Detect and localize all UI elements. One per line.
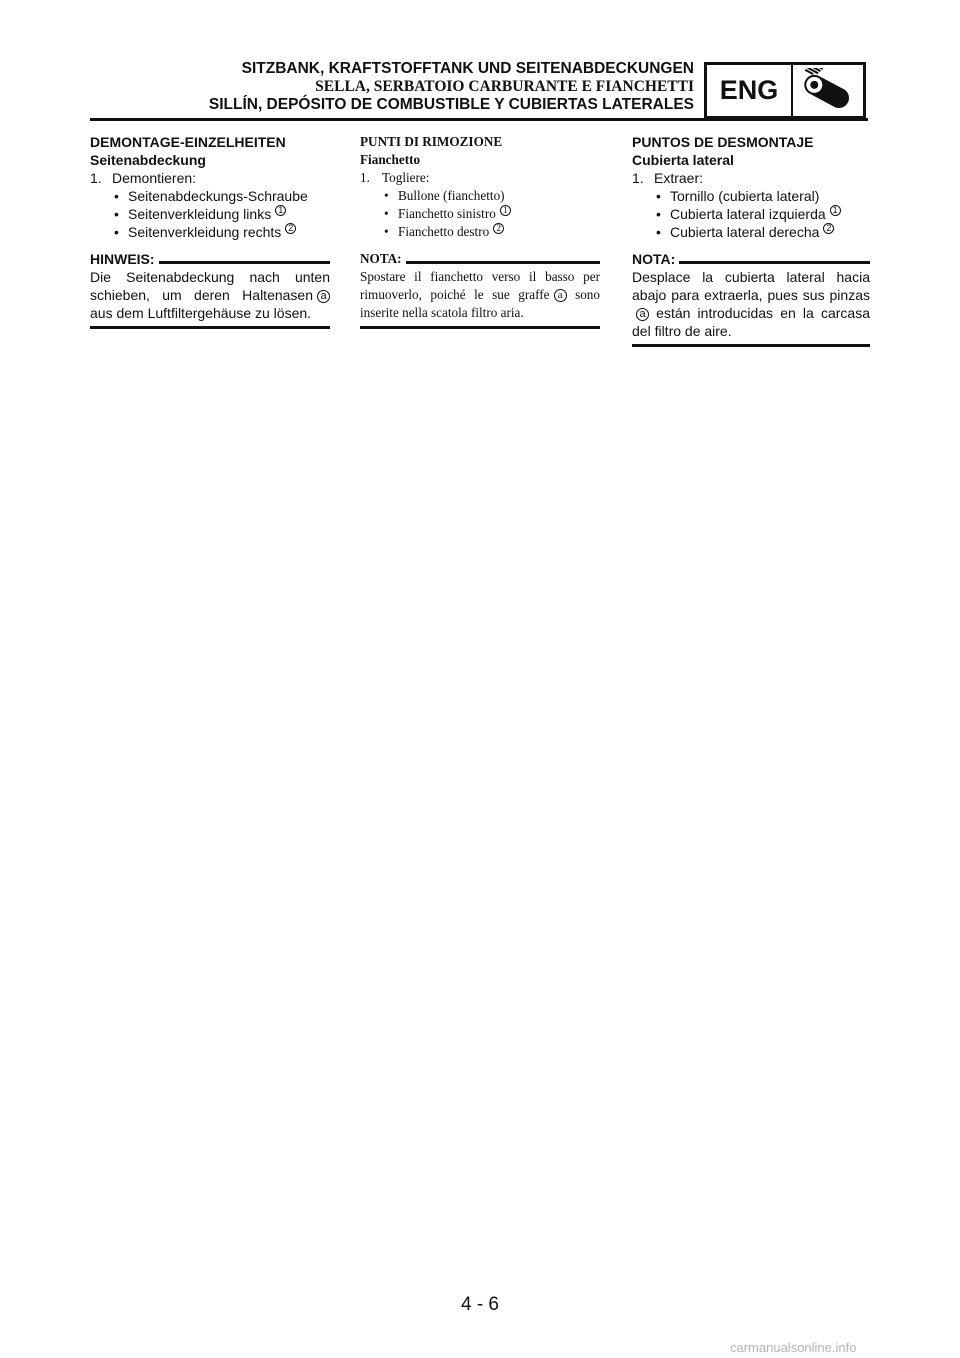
german-column: [90, 133, 330, 329]
italian-step: [360, 169, 600, 187]
spanish-column: [632, 133, 870, 347]
section-badge-label: ENG: [707, 65, 793, 116]
note-end-rule: [90, 326, 330, 329]
header-title-spanish: SILLÍN, DEPÓSITO DE COMBUSTIBLE Y CUBIERTAS LATERALES: [208, 96, 694, 113]
callout-letter: a: [554, 289, 567, 302]
german-section-title: DEMONTAGE-EINZELHEITEN: [90, 134, 286, 150]
list-item-text: Tornillo (cubierta lateral): [670, 188, 820, 204]
list-item: • Seitenabdeckungs-Schraube: [114, 188, 308, 204]
list-item: • Fianchetto sinistro 1: [360, 205, 600, 223]
header-title-italian: SELLA, SERBATOIO CARBURANTE E FIANCHETTI: [315, 78, 694, 95]
note-text-part: Desplace la cubierta lateral hacia abajo para extraerla, pues sus pinzas: [632, 269, 870, 303]
page-header: [90, 60, 694, 114]
callout-number: 1: [830, 205, 841, 216]
list-item: • Bullone (fianchetto): [384, 188, 505, 203]
note-text-part: Die Seitenabdeckung nach unten schieben, um deren Haltenasen: [90, 269, 330, 303]
watermark: carmanualsonline.info: [730, 1340, 857, 1355]
list-item-text: Seitenverkleidung links: [128, 206, 272, 222]
list-item: • Seitenverkleidung rechts 2: [90, 223, 330, 241]
list-item-text: Bullone (fianchetto): [398, 188, 505, 203]
german-subsection-title: Seitenabdeckung: [90, 152, 206, 168]
engine-icon: [793, 65, 863, 116]
callout-number: 1: [500, 205, 511, 216]
list-item-text: Cubierta lateral izquierda: [670, 206, 826, 222]
callout-letter: a: [636, 308, 649, 321]
italian-note-header: [360, 250, 600, 268]
note-text-part: Spostare il fianchetto verso il basso per rimuoverlo, poiché le sue graffe: [360, 269, 600, 302]
spanish-step-number: 1.: [632, 170, 644, 186]
german-note-label: HINWEIS:: [90, 251, 155, 267]
callout-number: 2: [823, 223, 834, 234]
list-item-text: Seitenabdeckungs-Schraube: [128, 188, 308, 204]
italian-column: [360, 133, 600, 329]
list-item: • Cubierta lateral derecha 2: [632, 223, 870, 241]
list-item-text: Fianchetto destro: [398, 224, 490, 239]
spanish-subsection-title: Cubierta lateral: [632, 152, 734, 168]
header-title-german: SITZBANK, KRAFTSTOFFTANK UND SEITENABDECKUNGEN: [241, 60, 694, 77]
list-item: • Tornillo (cubierta lateral): [656, 188, 820, 204]
italian-note-label: NOTA:: [360, 251, 402, 266]
list-item-text: Cubierta lateral derecha: [670, 224, 820, 240]
callout-number: 1: [275, 205, 286, 216]
list-item-text: Seitenverkleidung rechts: [128, 224, 282, 240]
list-item: • Cubierta lateral izquierda 1: [632, 205, 870, 223]
spanish-note-header: [632, 250, 870, 268]
german-step-text: Demontieren:: [112, 170, 197, 186]
note-text-part: están introducidas en la carcasa del filtro de aire.: [632, 305, 870, 339]
german-step-number: 1.: [90, 170, 102, 186]
italian-section-title: PUNTI DI RIMOZIONE: [360, 134, 503, 149]
german-step: [90, 169, 330, 187]
note-end-rule: [360, 326, 600, 329]
spanish-step: [632, 169, 870, 187]
italian-note-text: [360, 268, 600, 322]
spanish-step-text: Extraer:: [654, 170, 704, 186]
note-text-part: aus dem Luftfiltergehäuse zu lösen.: [90, 305, 312, 321]
note-end-rule: [632, 344, 870, 347]
note-text-part: sono inserite nella scatola filtro aria.: [360, 287, 600, 320]
spanish-section-title: PUNTOS DE DESMONTAJE: [632, 134, 814, 150]
callout-number: 2: [493, 223, 504, 234]
callout-letter: a: [317, 290, 330, 303]
list-item: • Fianchetto destro 2: [360, 223, 600, 241]
list-item: • Seitenverkleidung links 1: [90, 205, 330, 223]
italian-step-text: Togliere:: [382, 170, 430, 185]
german-note-text: [90, 268, 330, 322]
list-item-text: Fianchetto sinistro: [398, 206, 496, 221]
german-note-header: [90, 250, 330, 268]
spanish-note-text: [632, 268, 870, 340]
spanish-note-label: NOTA:: [632, 251, 676, 267]
italian-subsection-title: Fianchetto: [360, 152, 421, 167]
page-number: 4 - 6: [460, 1294, 500, 1315]
callout-number: 2: [285, 223, 296, 234]
italian-step-number: 1.: [360, 170, 370, 185]
section-badge: [704, 62, 866, 119]
